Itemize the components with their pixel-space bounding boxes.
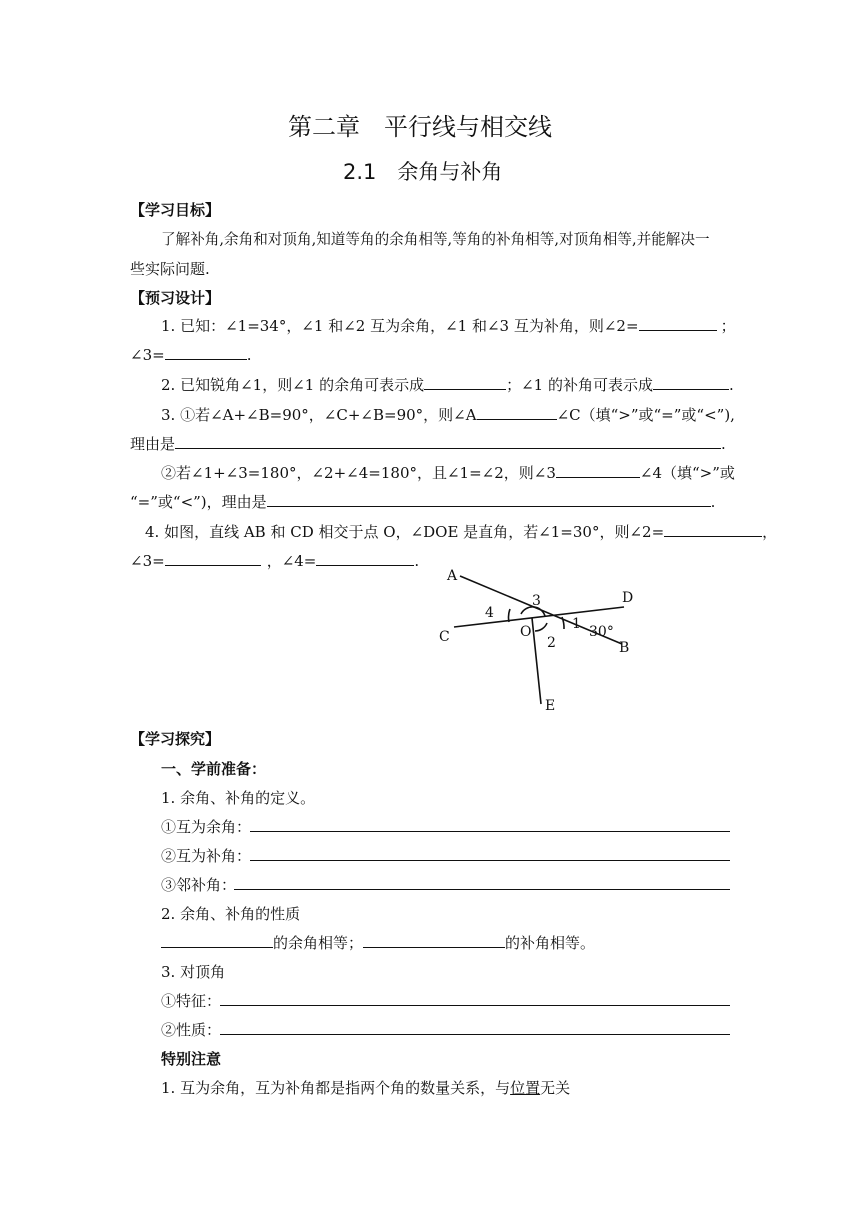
vertical-angle-feature-line[interactable] bbox=[220, 1005, 730, 1006]
vertical-angle-property-label: ②性质： bbox=[161, 1021, 222, 1039]
label-angle-3: 3 bbox=[532, 593, 541, 609]
label-angle-1: 1 bbox=[572, 616, 581, 632]
q3-reason-blank-2[interactable] bbox=[267, 492, 711, 507]
label-angle-4: 4 bbox=[485, 605, 494, 621]
q3-text-c: 理由是 bbox=[130, 435, 176, 453]
q1-text-d: . bbox=[246, 346, 252, 364]
q1-answer-blank-1[interactable] bbox=[639, 316, 717, 331]
definition-complementary-line[interactable] bbox=[250, 831, 730, 832]
q4-text-b: ， bbox=[762, 523, 778, 541]
label-30-degrees: 30° bbox=[589, 624, 614, 640]
label-c: C bbox=[439, 629, 450, 645]
question-3-part-2 bbox=[161, 463, 735, 483]
question-3-part-1 bbox=[161, 405, 735, 425]
q1-text-c: ∠3= bbox=[130, 346, 165, 364]
q4-answer-blank-1[interactable] bbox=[664, 522, 762, 537]
note1-underlined-word: 位置 bbox=[510, 1079, 541, 1097]
q2-text-c: . bbox=[728, 376, 734, 394]
definition-supplementary-line[interactable] bbox=[250, 860, 730, 861]
objectives-line-2: 些实际问题. bbox=[130, 260, 210, 278]
explore-heading: 【学习探究】 bbox=[130, 730, 221, 748]
property-text-b: 的补角相等。 bbox=[505, 934, 596, 952]
q3-answer-blank-2[interactable] bbox=[556, 463, 640, 478]
q2-answer-blank-1[interactable] bbox=[424, 375, 506, 390]
explore-item-1: 1. 余角、补角的定义。 bbox=[161, 789, 316, 807]
question-3-reason-2 bbox=[130, 492, 715, 512]
chapter-title: 第二章 平行线与相交线 bbox=[288, 113, 552, 141]
definition-adjacent-line[interactable] bbox=[234, 889, 730, 890]
q4-text-a: 4. 如图，直线 AB 和 CD 相交于点 O，∠DOE 是直角，若∠1=30°，则∠2= bbox=[145, 523, 665, 541]
label-e: E bbox=[545, 698, 556, 714]
q1-text-a: 1. 已知：∠1=34°，∠1 和∠2 互为余角，∠1 和∠3 互为补角，则∠2= bbox=[161, 317, 639, 335]
vertical-angle-feature-label: ①特征： bbox=[161, 992, 222, 1010]
label-b: B bbox=[619, 640, 630, 656]
special-note-heading: 特别注意 bbox=[161, 1050, 222, 1068]
geometry-figure bbox=[430, 562, 650, 722]
vertical-angle-property-line[interactable] bbox=[220, 1034, 730, 1035]
q4-text-e: . bbox=[414, 552, 420, 570]
section-title: 2.1 余角与补角 bbox=[343, 160, 503, 184]
q4-text-d: ，∠4= bbox=[266, 552, 317, 570]
explore-item-2: 2. 余角、补角的性质 bbox=[161, 905, 301, 923]
q4-answer-blank-2[interactable] bbox=[165, 551, 261, 566]
question-3-reason-1 bbox=[130, 434, 726, 454]
label-o: O bbox=[520, 624, 532, 640]
special-note-1 bbox=[161, 1078, 570, 1098]
question-2 bbox=[161, 375, 734, 395]
q2-text-b: ；∠1 的补角可表示成 bbox=[506, 376, 653, 394]
property-line bbox=[161, 933, 595, 953]
objectives-heading: 【学习目标】 bbox=[130, 201, 221, 219]
property-text-a: 的余角相等； bbox=[273, 934, 364, 952]
q3-text-f: ∠4（填“>”或 bbox=[639, 464, 735, 482]
q3-text-g: “=”或“<”)，理由是 bbox=[130, 493, 267, 511]
q1-answer-blank-2[interactable] bbox=[165, 345, 247, 360]
explore-item-3: 3. 对顶角 bbox=[161, 963, 226, 981]
question-4-line-2 bbox=[130, 551, 419, 571]
q3-answer-blank-1[interactable] bbox=[477, 405, 557, 420]
label-d: D bbox=[622, 590, 634, 606]
note1-text-a: 1. 互为余角，互为补角都是指两个角的数量关系，与 bbox=[161, 1079, 511, 1097]
question-1-line-1 bbox=[161, 316, 736, 336]
label-a: A bbox=[447, 568, 458, 584]
explore-sub-heading: 一、学前准备： bbox=[161, 760, 267, 778]
definition-complementary-label: ①互为余角： bbox=[161, 818, 252, 836]
definition-supplementary-label: ②互为补角： bbox=[161, 847, 252, 865]
q2-answer-blank-2[interactable] bbox=[653, 375, 729, 390]
objectives-line-1: 了解补角,余角和对顶角,知道等角的余角相等,等角的补角相等,对顶角相等,并能解决一 bbox=[161, 231, 710, 248]
q1-text-b: ； bbox=[720, 317, 736, 335]
q3-text-h: . bbox=[710, 493, 716, 511]
q3-text-b: ∠C（填“>”或“=”或“<”), bbox=[556, 406, 735, 424]
q3-text-d: . bbox=[721, 435, 726, 453]
q3-text-a: 3. ①若∠A+∠B=90°，∠C+∠B=90°，则∠A bbox=[161, 406, 477, 424]
property-blank-2[interactable] bbox=[363, 933, 505, 948]
preview-heading: 【预习设计】 bbox=[130, 289, 221, 307]
question-4-line-1 bbox=[145, 522, 777, 542]
q4-text-c: ∠3= bbox=[130, 552, 165, 570]
q3-reason-blank-1[interactable] bbox=[175, 434, 721, 449]
q2-text-a: 2. 已知锐角∠1，则∠1 的余角可表示成 bbox=[161, 376, 425, 394]
label-angle-2: 2 bbox=[547, 635, 556, 651]
definition-adjacent-label: ③邻补角： bbox=[161, 876, 237, 894]
arc-angle-2 bbox=[535, 623, 547, 631]
question-1-line-2 bbox=[130, 345, 251, 365]
q3-text-e: ②若∠1+∠3=180°，∠2+∠4=180°，且∠1=∠2，则∠3 bbox=[161, 464, 556, 482]
property-blank-1[interactable] bbox=[161, 933, 273, 948]
q4-answer-blank-3[interactable] bbox=[316, 551, 414, 566]
note1-text-c: 无关 bbox=[540, 1079, 571, 1097]
